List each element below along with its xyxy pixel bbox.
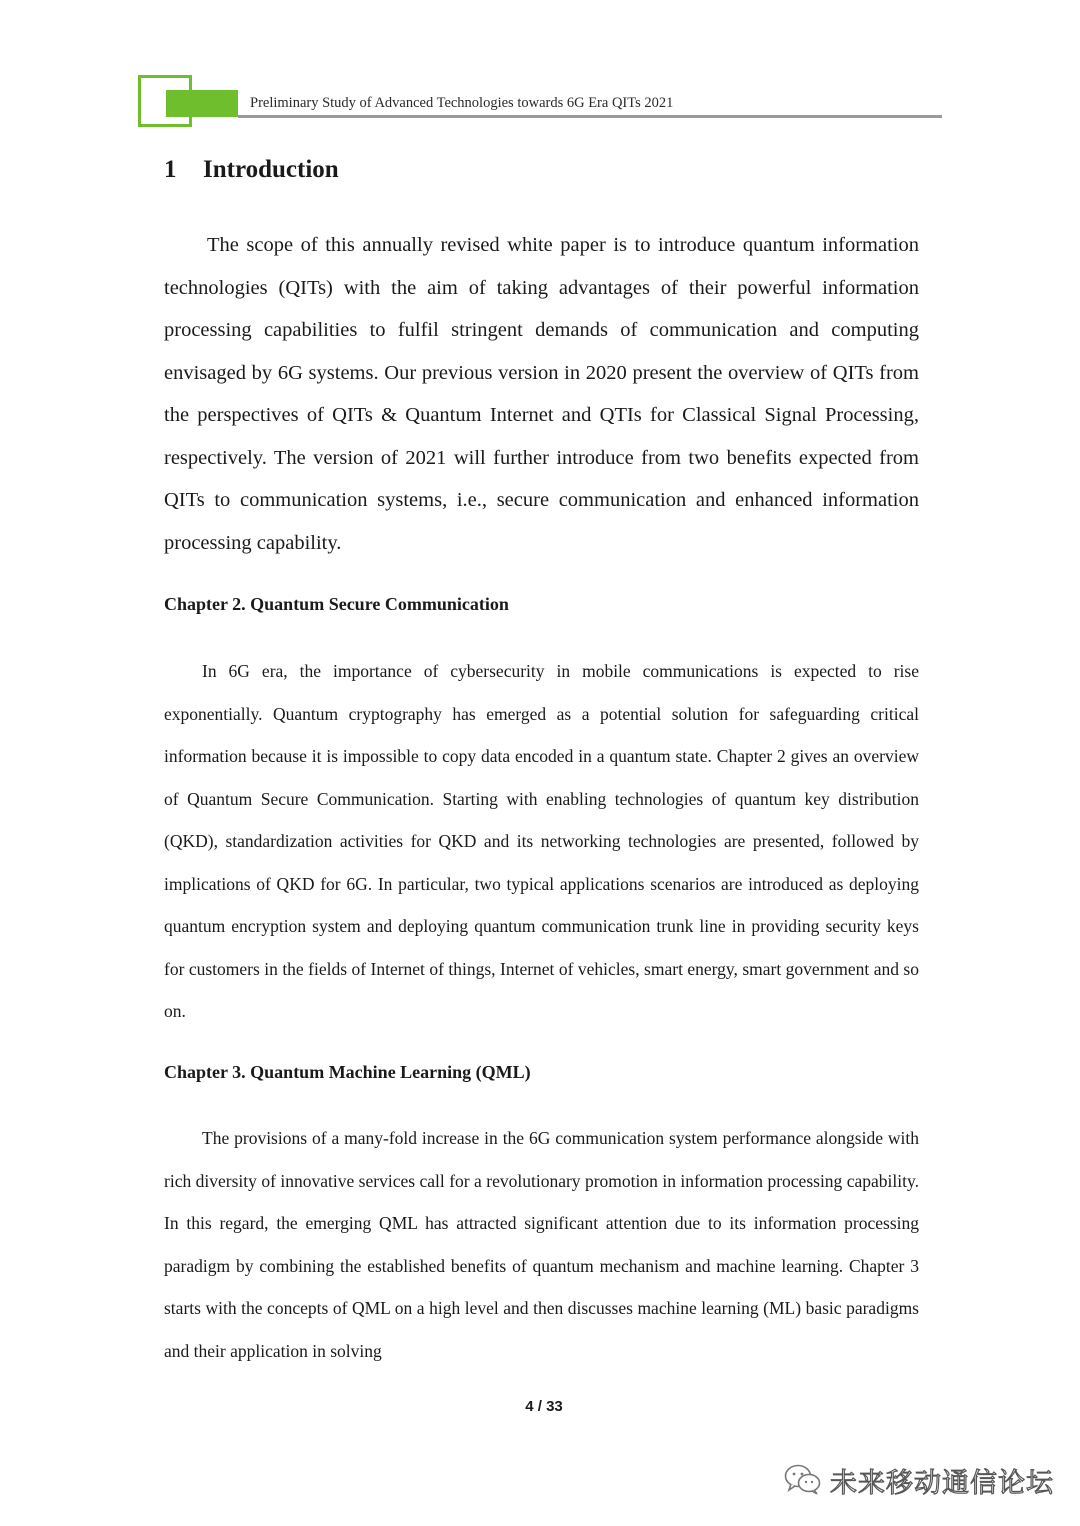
section-title: Introduction: [203, 156, 339, 183]
page-number: 4 / 33: [525, 1398, 563, 1415]
chapter-3-body: The provisions of a many-fold increase in the 6G communication system performance alongside with rich diversity of innovative services call for a revolutionary promotion in information processing capability. In this regard, the emerging QML has attracted significant attention due to its information processing paradigm by combining the established benefits of quantum mechanism and machine learning. Chapter 3 starts with the concepts of QML on a high level and then discusses machine learning (ML) basic paradigms and their application in solving: [164, 1128, 919, 1361]
header-title: Preliminary Study of Advanced Technologies towards 6G Era QITs 2021: [250, 95, 674, 111]
chapter-3-heading: Chapter 3. Quantum Machine Learning (QML): [164, 1062, 531, 1082]
section-number: 1: [164, 156, 177, 183]
header-logo-bar: [166, 90, 238, 117]
watermark: [784, 1460, 1054, 1500]
section-heading: [164, 156, 339, 184]
intro-paragraph: The scope of this annually revised white paper is to introduce quantum information technologies (QITs) with the aim of taking advantages of their powerful information processing capabilities to fulfil stringent demands of communication and computing envisaged by 6G systems. Our previous version in 2020 present the overview of QITs from the perspectives of QITs & Quantum Internet and QTIs for Classical Signal Processing, respectively. The version of 2021 will further introduce from two benefits expected from QITs to communication systems, i.e., secure communication and enhanced information processing capability.: [164, 234, 919, 554]
chapter-2-heading: Chapter 2. Quantum Secure Communication: [164, 594, 509, 614]
wechat-icon: [784, 1463, 822, 1497]
watermark-text: 未来移动通信论坛: [830, 1467, 1054, 1499]
chapter-2-body: In 6G era, the importance of cybersecurity in mobile communications is expected to rise exponentially. Quantum cryptography has emerged as a potential solution for safeguarding critical information because it is impossible to copy data encoded in a quantum state. Chapter 2 gives an overview of Quantum Secure Communication. Starting with enabling technologies of quantum key distribution (QKD), standardization activities for QKD and its networking technologies are presented, followed by implications of QKD for 6G. In particular, two typical applications scenarios are introduced as deploying quantum encryption system and deploying quantum communication trunk line in providing security keys for customers in the fields of Internet of things, Internet of vehicles, smart energy, smart government and so on.: [164, 661, 919, 1021]
header-rule: [238, 115, 942, 118]
